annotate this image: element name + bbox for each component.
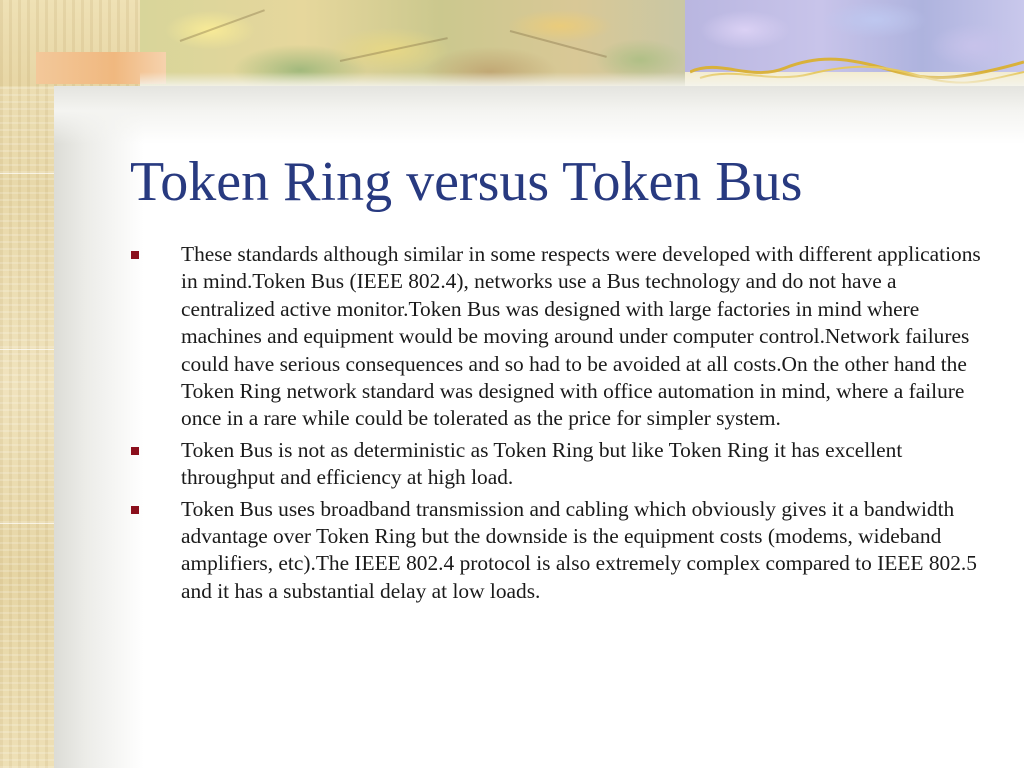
- slide-title: Token Ring versus Token Bus: [130, 151, 803, 213]
- bullet-item: [130, 496, 990, 606]
- top-shadow: [54, 84, 1024, 144]
- banner-fade: [140, 72, 1024, 86]
- bullet-text: Token Bus is not as deterministic as Token Ring but like Token Ring it has excellent throughput and efficiency at high load.: [181, 437, 903, 490]
- square-bullet-icon: [131, 447, 139, 455]
- leaf-vein: [180, 9, 265, 42]
- bullet-item: [130, 241, 990, 433]
- strip-divider: [0, 173, 54, 174]
- bullet-item: [130, 437, 990, 492]
- leaf-vein: [510, 30, 607, 58]
- bullet-text: These standards although similar in some respects were developed with different applications in mind.Token Bus (IEEE 802.4), networks use a Bus technology and do not have a centralized active monitor.Token Bus was designed with large factories in mind where machines and equipment would be moving around under computer control.Network failures could have serious consequences and so had to be avoided at all costs.On the other hand the Token Ring network standard was designed with office automation in mind, where a failure once in a rare while could be tolerated as the price for simpler system.: [181, 242, 981, 431]
- leaf-vein: [340, 37, 448, 62]
- strip-divider: [0, 349, 54, 350]
- square-bullet-icon: [131, 251, 139, 259]
- strip-divider: [0, 523, 54, 524]
- square-bullet-icon: [131, 506, 139, 514]
- bullet-text: Token Bus uses broadband transmission and cabling which obviously gives it a bandwidth advantage over Token Ring but the downside is the equipment costs (modems, wideband amplifiers, etc).The IEEE 802.4 protocol is also extremely complex compared to IEEE 802.5 and it has a substantial delay at low loads.: [181, 496, 977, 603]
- leaf-banner-graphic: [0, 0, 1024, 86]
- left-parchment-strip: [0, 0, 54, 768]
- bullet-list: [130, 241, 990, 609]
